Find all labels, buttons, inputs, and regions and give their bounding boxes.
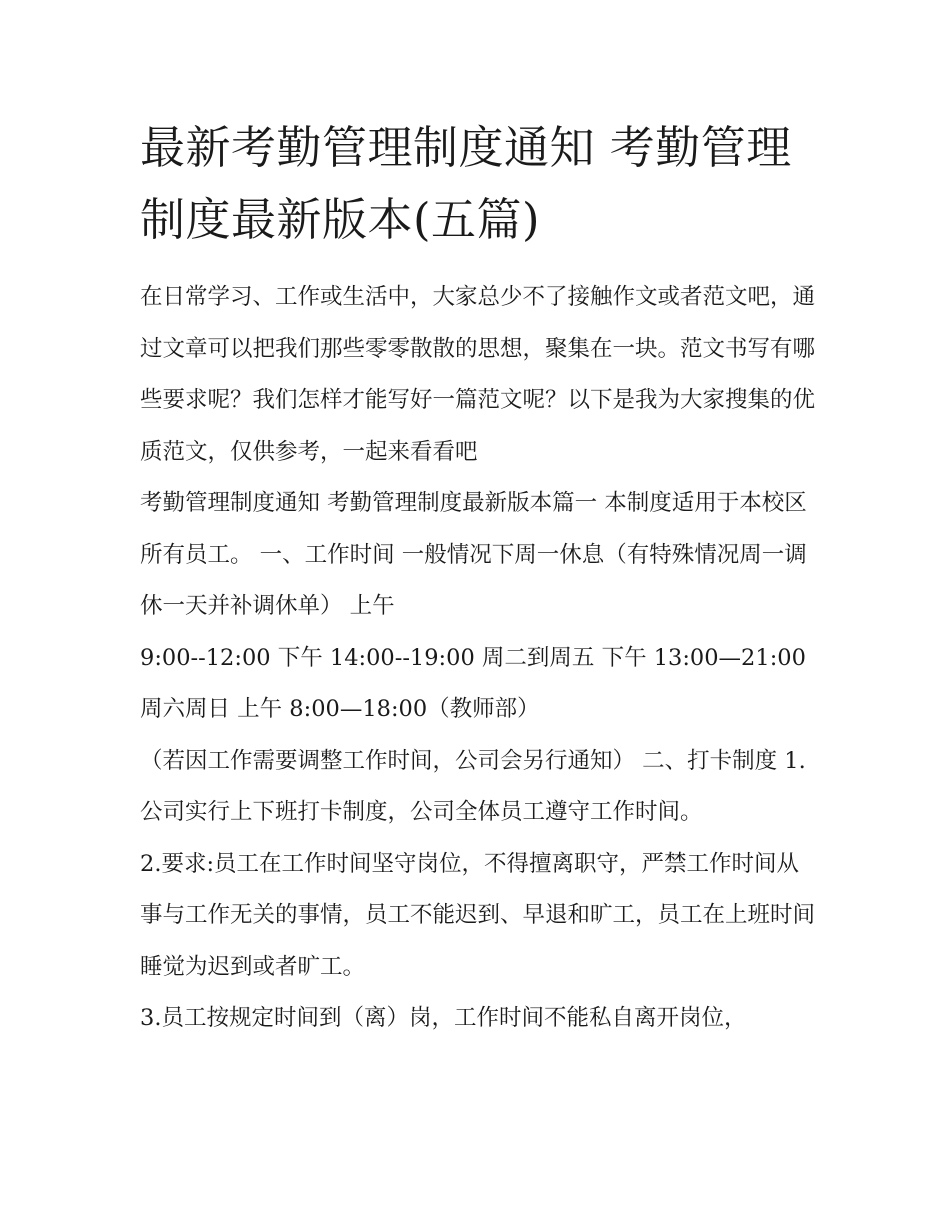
paragraph-schedule: 9:00--12:00 下午 14:00--19:00 周二到周五 下午 13:00—21:00 周六周日 上午 8:00—18:00（教师部）: [140, 644, 806, 722]
paragraph-section-one: 考勤管理制度通知 考勤管理制度最新版本篇一 本制度适用于本校区所有员工。 一、工作时间 一般情况下周一休息（有特殊情况周一调休一天并补调休单） 上午: [140, 490, 807, 619]
document-page: [140, 112, 815, 1045]
paragraph-attendance: 3.员工按规定时间到（离）岗，工作时间不能私自离开岗位，: [140, 1005, 747, 1031]
document-title: 最新考勤管理制度通知 考勤管理制度最新版本(五篇): [140, 121, 792, 246]
paragraph-clock-in: （若因工作需要调整工作时间，公司会另行通知） 二、打卡制度 1.公司实行上下班打卡制度，公司全体员工遵守工作时间。: [140, 747, 806, 825]
paragraph-intro: 在日常学习、工作或生活中，大家总少不了接触作文或者范文吧，通过文章可以把我们那些零零散散的思想，聚集在一块。范文书写有哪些要求呢？我们怎样才能写好一篇范文呢？以下是我为大家搜集的优质范文，仅供参考，一起来看看吧: [140, 284, 816, 465]
paragraph-requirements: 2.要求:员工在工作时间坚守岗位，不得擅离职守，严禁工作时间从事与工作无关的事情，员工不能迟到、早退和旷工，员工在上班时间睡觉为迟到或者旷工。: [140, 850, 816, 980]
